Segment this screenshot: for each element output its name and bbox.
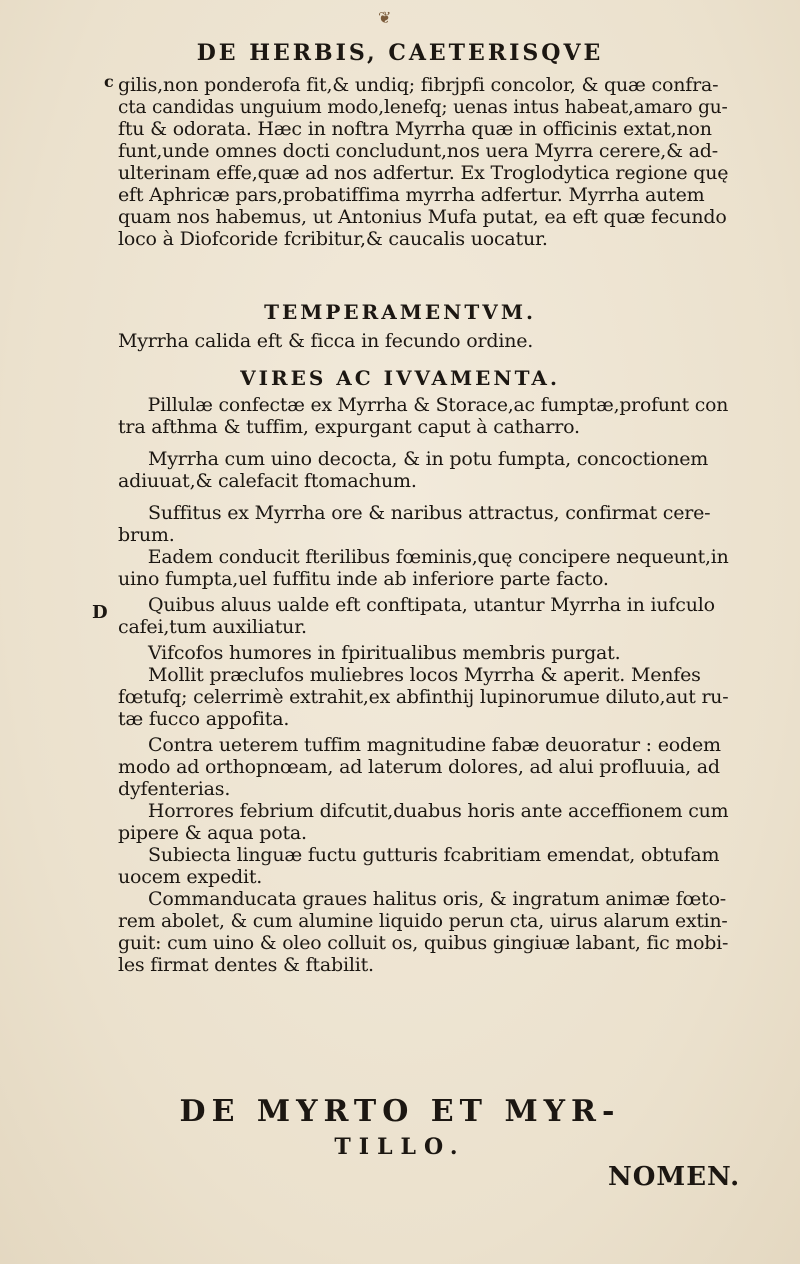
text-line: eft Aphricæ pars,probatiffima myrrha adfertur. Myrrha autem [118,184,705,206]
text-line: guit: cum uino & oleo colluit os, quibus gingiuæ labant, fic mobi- [118,932,729,954]
vires-heading: VIRES AC IVVAMENTA. [240,366,560,390]
text-line: pipere & aqua pota. [118,822,307,844]
text-line: uocem expedit. [118,866,263,888]
text-line: Contra ueterem tuffim magnitudine fabæ deuoratur : eodem [148,734,721,756]
text-line: Suffitus ex Myrrha ore & naribus attractus, confirmat cere- [148,502,711,524]
chapter-title-line2: TILLO. [334,1134,466,1160]
text-line: Myrrha calida eft & ficca in fecundo ordine. [118,330,534,352]
text-line: Eadem conducit fterilibus fœminis,quę concipere nequeunt,in [147,546,729,568]
text-line: ulterinam effe,quæ ad nos adfertur. Ex Troglodytica regione quę [118,162,729,184]
text-line: Vifcofos humores in fpiritualibus membris purgat. [148,642,621,664]
text-line: Pillulæ confectæ ex Myrrha & Storace,ac fumptæ,profunt con [147,394,729,416]
chapter-title-line1: DE MYRTO ET MYR- [179,1094,621,1129]
text-line: rem abolet, & cum alumine liquido perun cta, uirus alarum extin- [118,910,728,932]
text-line: Horrores febrium difcutit,duabus horis ante acceffionem cum [147,800,729,822]
temperamentum-heading: TEMPERAMENTVM. [264,300,536,324]
text-line: loco à Diofcoride fcribitur,& caucalis uocatur. [118,228,548,250]
vires-paragraphs [118,394,729,976]
ornament-mark: ❦ [378,8,392,27]
opening-paragraph [118,74,729,250]
text-line: tra afthma & tuffim, expurgant caput à catharro. [118,416,580,438]
text-line: cafei,tum auxiliatur. [118,616,307,638]
text-line: Commanducata graues halitus oris, & ingratum animæ fœto- [148,888,727,910]
text-line: quam nos habemus, ut Antonius Mufa putat, ea eft quæ fecundo [118,206,727,228]
margin-letter-c: c [104,72,114,91]
text-line: uino fumpta,uel fuffitu inde ab inferiore parte facto. [118,568,609,590]
text-line: Quibus aluus ualde eft conftipata, utantur Myrrha in iufculo [148,594,715,616]
text-line: funt,unde omnes docti concludunt,nos uera Myrra cerere,& ad- [118,140,718,162]
text-line: cta candidas unguium modo,lenefq; uenas intus habeat,amaro gu- [118,96,728,118]
text-line: ftu & odorata. Hæc in noftra Myrrha quæ in officinis extat,non [118,118,712,140]
text-line: Mollit præclufos muliebres locos Myrrha & aperit. Menfes [148,664,701,686]
text-line: fœtufq; celerrimè extrahit,ex abfinthij lupinorumue diluto,aut ru- [118,686,729,708]
margin-letter-d: D [92,602,108,623]
text-line: Myrrha cum uino decocta, & in potu fumpta, concoctionem [148,448,709,470]
running-head: DE HERBIS, CAETERISQVE [196,40,604,66]
text-line: Subiecta linguæ fuctu gutturis fcabritiam emendat, obtufam [148,844,720,866]
text-line: gilis,non ponderofa fit,& undiq; fibrjpfi concolor, & quæ confra- [118,74,719,96]
text-line: dyfenterias. [118,778,231,800]
text-line: tæ fucco appofita. [118,708,290,730]
catchword: NOMEN. [608,1162,741,1192]
text-line: modo ad orthopnœam, ad laterum dolores, ad alui profluuia, ad [118,756,720,778]
temperamentum-paragraph [118,330,718,352]
text-line: les firmat dentes & ftabilit. [118,954,374,976]
text-line: brum. [118,524,175,546]
text-line: adiuuat,& calefacit ftomachum. [118,470,417,492]
